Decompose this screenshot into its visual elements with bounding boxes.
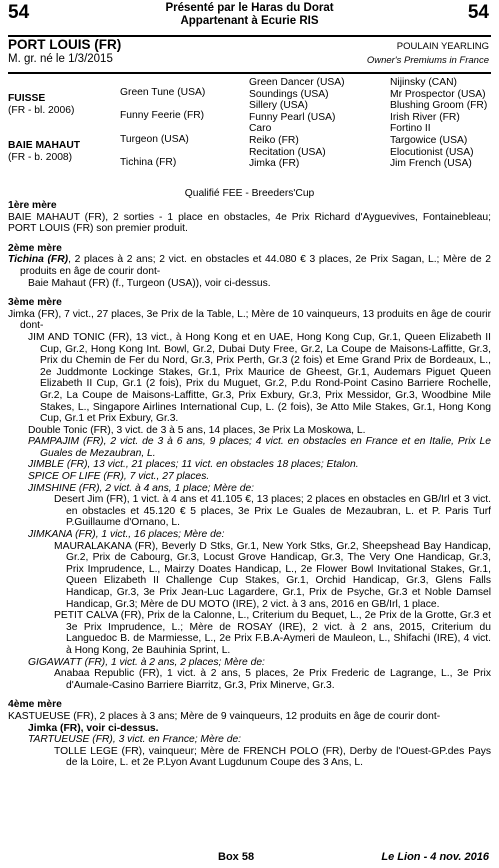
consignor-header xyxy=(0,2,499,28)
fourth-dam-line: KASTUEUSE (FR), 2 places à 3 ans; Mère de 9 vainqueurs, 12 produits en âge de courir dont- xyxy=(8,710,441,722)
lot-number-left: 54 xyxy=(8,2,30,23)
g4-item: Blushing Groom (FR) xyxy=(390,100,488,112)
grandproduce-entry: PETIT CALVA (FR), Prix de la Calonne, L., Criterium du Bequet, L., 2e Prix de la Grotte, Gr.3 et 3e Prix Imprudence, L.; Mère de ROSAY (IRE), 2 vict. à 2 ans, 2015, Criterium du Languedoc B. de Marmiesse, L., 2e Prix F.B.A-Aymeri de Mauleon, L., Shifachi (IRE), 4 vict. à Hong Kong, 2e Bauhinia Sprint, L. xyxy=(54,610,491,656)
g3-item: Caro xyxy=(249,123,272,135)
produce-entry: JIMSHINE (FR), 2 vict. à 4 ans, 1 place; Mère de: xyxy=(28,482,255,494)
g3-item: Sillery (USA) xyxy=(249,100,308,112)
g3-item: Jimka (FR) xyxy=(249,158,300,170)
sire-name: FUISSE xyxy=(8,93,46,104)
g2-1: Green Tune (USA) xyxy=(120,87,206,98)
grandproduce-entry: TOLLE LEGE (FR), vainqueur; Mère de FRENCH POLO (FR), Derby de l'Ouest-GP.des Pays de la Loire, L. et 2e P.Lyon Avant Lugdunum Coupe des 3 Ans, L. xyxy=(54,745,491,769)
g4-item: Mr Prospector (USA) xyxy=(390,88,486,100)
horse-name: PORT LOUIS (FR) xyxy=(8,37,122,52)
dam-name: BAIE MAHAUT xyxy=(8,140,81,151)
family-body xyxy=(8,200,491,769)
g3-item: Soundings (USA) xyxy=(249,88,329,100)
g4-list xyxy=(390,77,487,170)
g3-item: Reiko (FR) xyxy=(249,134,299,146)
produce-entry: GIGAWATT (FR), 1 vict. à 2 ans, 2 places; Mère de: xyxy=(28,656,265,668)
produce-entry: Jimka (FR), voir ci-dessus. xyxy=(28,722,159,734)
sire-info: (FR - bl. 2006) xyxy=(8,104,75,116)
second-dam-record: , 2 places à 2 ans; 2 vict. en obstacles et 44.080 € 3 places, 2e Prix Sagan, L.; Mère de 2 produits en âge de courir dont- xyxy=(20,254,491,277)
pedigree-rule xyxy=(8,72,491,74)
g3-item: Funny Pearl (USA) xyxy=(249,111,336,123)
g3-item: Recitation (USA) xyxy=(249,146,326,158)
g4-item: Nijinsky (CAN) xyxy=(390,77,457,88)
g4-item: Fortino II xyxy=(390,123,431,135)
g2-2: Funny Feerie (FR) xyxy=(120,110,205,121)
produce-entry: JIMBLE (FR), 13 vict., 21 places; 11 vict. en obstacles 18 places; Etalon. xyxy=(28,459,359,471)
lot-number-right: 54 xyxy=(467,2,489,23)
third-dam-title: 3ème mère xyxy=(8,297,62,309)
second-dam-produce: Baie Mahaut (FR) (f., Turgeon (USA)), voir ci-dessus. xyxy=(28,277,271,289)
grandproduce-entry: MAURALAKANA (FR), Beverly D Stks, Gr.1, New York Stks, Gr.2, Sheepshead Bay Handicap, Gr.2, Prix de Cabourg, Gr.3, Locust Grove Handicap, Gr.3, The Very One Handicap, Gr.3, Prix Imprudence, L., Mairzy Doates Handicap, L., 2e Flower Bowl Invitational Stakes, Gr.1, Queen Elizabeth II Challenge Cup Stakes, Gr.1, Orchid Handicap, Gr.3, Glens Falls Handicap, Gr.3, 3e Prix Jean-Luc Lagardere, Gr.1, Prix de Psyche, Gr.3 et Noble Damsel Handicap, Gr.3; Mère de DU MOTO (IRE), 2 vict. à 3 ans, 2016 en GB/Irl, 1 place. xyxy=(54,540,491,610)
consignor-line: Présenté par le Haras du Dorat xyxy=(165,2,334,14)
dam xyxy=(8,140,80,163)
produce-entry: JIM AND TONIC (FR), 13 vict., à Hong Kong et en UAE, Hong Kong Cup, Gr.1, Queen Elizabeth II Cup, Gr.2, Hong Kong Int. Bowl, Gr.2, Dubai Duty Free, Gr.2, La Coupe de Maisons-Laffitte, Gr.3, Prix du Chemin de Fer du Nord, Gr.3, Prix Perth, Gr.3 (2 fois) et Eme Grand Prix de Bordeaux, L., 2e Juddmonte Lockinge Stakes, Gr.1, Prix Maurice de Gheest, Gr.1, Audemars Piguet Queen Elizabeth II Cup, Gr.1 (2 fois), Prix du Muguet, Gr.2, P.du Rond-Point Casino Barriere Rochelle, Gr.2, La Coupe de Maisons-Laffitte, Gr.3, Prix Exbury, Gr.3, Prix Messidor, Gr.3, Woodbine Mile Stakes, L., Singapore Airlines International Cup, L. (2 fois), 3e Atto Mile Stakes, Gr.1, Hong Kong Cup, Gr.1 et Prix Exbury, Gr.3. xyxy=(28,331,491,425)
horse-description: M. gr. né le 1/3/2015 xyxy=(8,53,113,65)
second-dam-text xyxy=(8,254,491,277)
g4-item: Elocutionist (USA) xyxy=(390,146,474,158)
premium-note: Owner's Premiums in France xyxy=(366,55,489,66)
box-number: Box 58 xyxy=(218,851,255,863)
second-dam-title: 2ème mère xyxy=(8,242,62,254)
first-dam-title: 1ère mère xyxy=(8,200,57,211)
produce-entry: JIMKANA (FR), 1 vict., 16 places; Mère de: xyxy=(28,529,225,541)
g3-list xyxy=(249,77,345,170)
dam-info: (FR - b. 2008) xyxy=(8,151,73,163)
g4-item: Jim French (USA) xyxy=(390,158,472,170)
qualification: Qualifié FEE - Breeders'Cup xyxy=(184,188,315,199)
g2-3: Turgeon (USA) xyxy=(120,134,189,145)
second-dam-name: Tichina (FR) xyxy=(8,254,69,266)
fourth-dam-title: 4ème mère xyxy=(8,699,62,711)
first-dam-text: BAIE MAHAUT (FR), 2 sorties - 1 place en obstacles, 4e Prix Richard d'Ayguevives, Fontainebleau; PORT LOUIS (FR) son premier produit. xyxy=(8,211,491,235)
grandproduce-entry: Anabaa Republic (FR), 1 vict. à 2 ans, 5 places, 2e Prix Frederic de Lagrange, L., 3e Prix d'Aumale-Casino Barriere Biarritz, Gr.3, Prix Minerve, Gr.3. xyxy=(54,668,491,691)
third-dam-line: Jimka (FR), 7 vict., 27 places, 3e Prix de la Table, L.; Mère de 10 vainqueurs, 13 produits en âge de courir dont- xyxy=(8,308,491,332)
g3-item: Green Dancer (USA) xyxy=(249,77,345,88)
owner-line: Appartenant à Ecurie RIS xyxy=(180,15,319,27)
sale-info: Le Lion - 4 nov. 2016 xyxy=(381,851,489,863)
horse-sex: POULAIN YEARLING xyxy=(396,41,489,52)
produce-entry: SPICE OF LIFE (FR), 7 vict., 27 places. xyxy=(28,471,210,483)
g2-4: Tichina (FR) xyxy=(120,157,177,168)
grandproduce-entry: Desert Jim (FR), 1 vict. à 4 ans et 41.105 €, 13 places; 2 places en obstacles en GB/Irl et 3 vict. en obstacles et 45.120 € 5 places, 3e Prix Le Guales de Mezaubran, L. et P. Paris Turf P.Guillaume d'Ornano, L. xyxy=(54,494,491,529)
g4-item: Targowice (USA) xyxy=(390,134,468,146)
produce-entry: Double Tonic (FR), 3 vict. de 3 à 5 ans, 14 places, 3e Prix La Moskowa, L. xyxy=(28,424,366,436)
g4-item: Irish River (FR) xyxy=(390,111,460,123)
produce-entry: TARTUEUSE (FR), 3 vict. en France; Mère de: xyxy=(28,734,242,746)
produce-entry: PAMPAJIM (FR), 2 vict. de 3 à 6 ans, 9 places; 4 vict. en obstacles en France et en Italie, Prix Le Guales de Mezaubran, L. xyxy=(28,436,491,459)
sire xyxy=(8,93,74,116)
